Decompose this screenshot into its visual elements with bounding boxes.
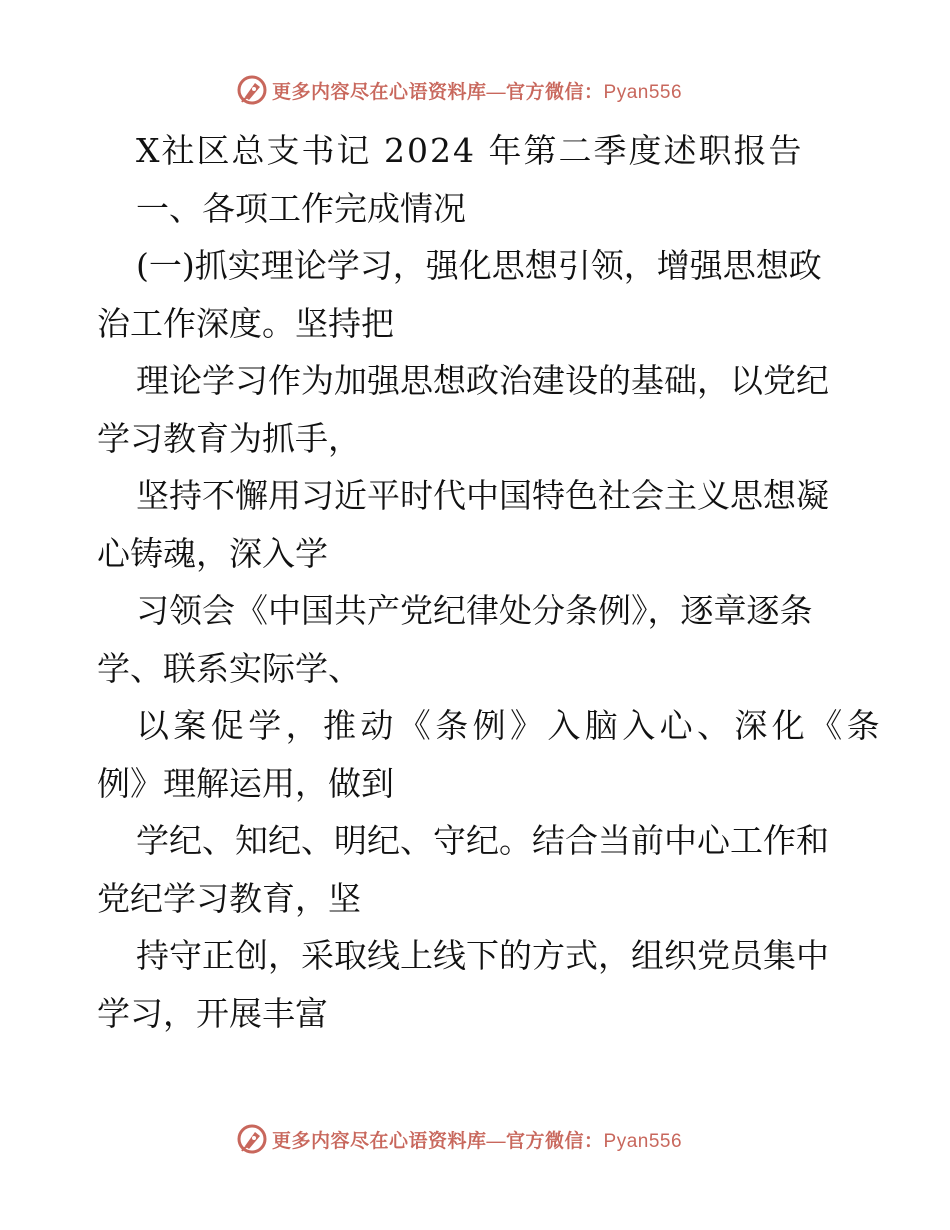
paragraph-line: 持守正创，采取线上线下的方式，组织党员集中 (136, 936, 829, 975)
paragraph-line: 学习，开展丰富 (97, 993, 328, 1033)
paragraph-line: 学、联系实际学、 (97, 648, 361, 688)
paragraph-line: 心铸魂，深入学 (97, 533, 328, 573)
section-heading: 一、各项工作完成情况 (136, 188, 466, 228)
watermark-wechat-id: Pyan556 (603, 1130, 683, 1152)
document-title: X社区总支书记 2024 年第二季度述职报告 (136, 131, 804, 170)
watermark-footer (236, 1122, 716, 1156)
paragraph-line: 学纪、知纪、明纪、守纪。结合当前中心工作和 (136, 821, 829, 860)
watermark-text: 更多内容尽在心语资料库—官方微信：Pyan556 (272, 81, 683, 103)
document-body (97, 122, 884, 1042)
pen-nib-icon (236, 74, 268, 106)
pen-nib-icon (236, 1123, 268, 1155)
paragraph-line: 习领会《中国共产党纪律处分条例》，逐章逐条 (136, 591, 813, 630)
watermark-text: 更多内容尽在心语资料库—官方微信：Pyan556 (272, 1130, 683, 1152)
paragraph-line: 理论学习作为加强思想政治建设的基础，以党纪 (136, 361, 829, 400)
paragraph-line: (一)抓实理论学习，强化思想引领，增强思想政 (136, 246, 822, 285)
paragraph-line: 例》理解运用，做到 (97, 763, 394, 803)
watermark-wechat-id: Pyan556 (603, 81, 683, 103)
paragraph-line: 治工作深度。坚持把 (97, 303, 394, 343)
paragraph-line: 学习教育为抓手， (97, 418, 361, 458)
paragraph-line: 党纪学习教育，坚 (97, 878, 361, 918)
watermark-header (236, 73, 716, 107)
paragraph-line: 以案促学，推动《条例》入脑入心、深化《条 (136, 706, 884, 745)
paragraph-line: 坚持不懈用习近平时代中国特色社会主义思想凝 (136, 476, 829, 515)
